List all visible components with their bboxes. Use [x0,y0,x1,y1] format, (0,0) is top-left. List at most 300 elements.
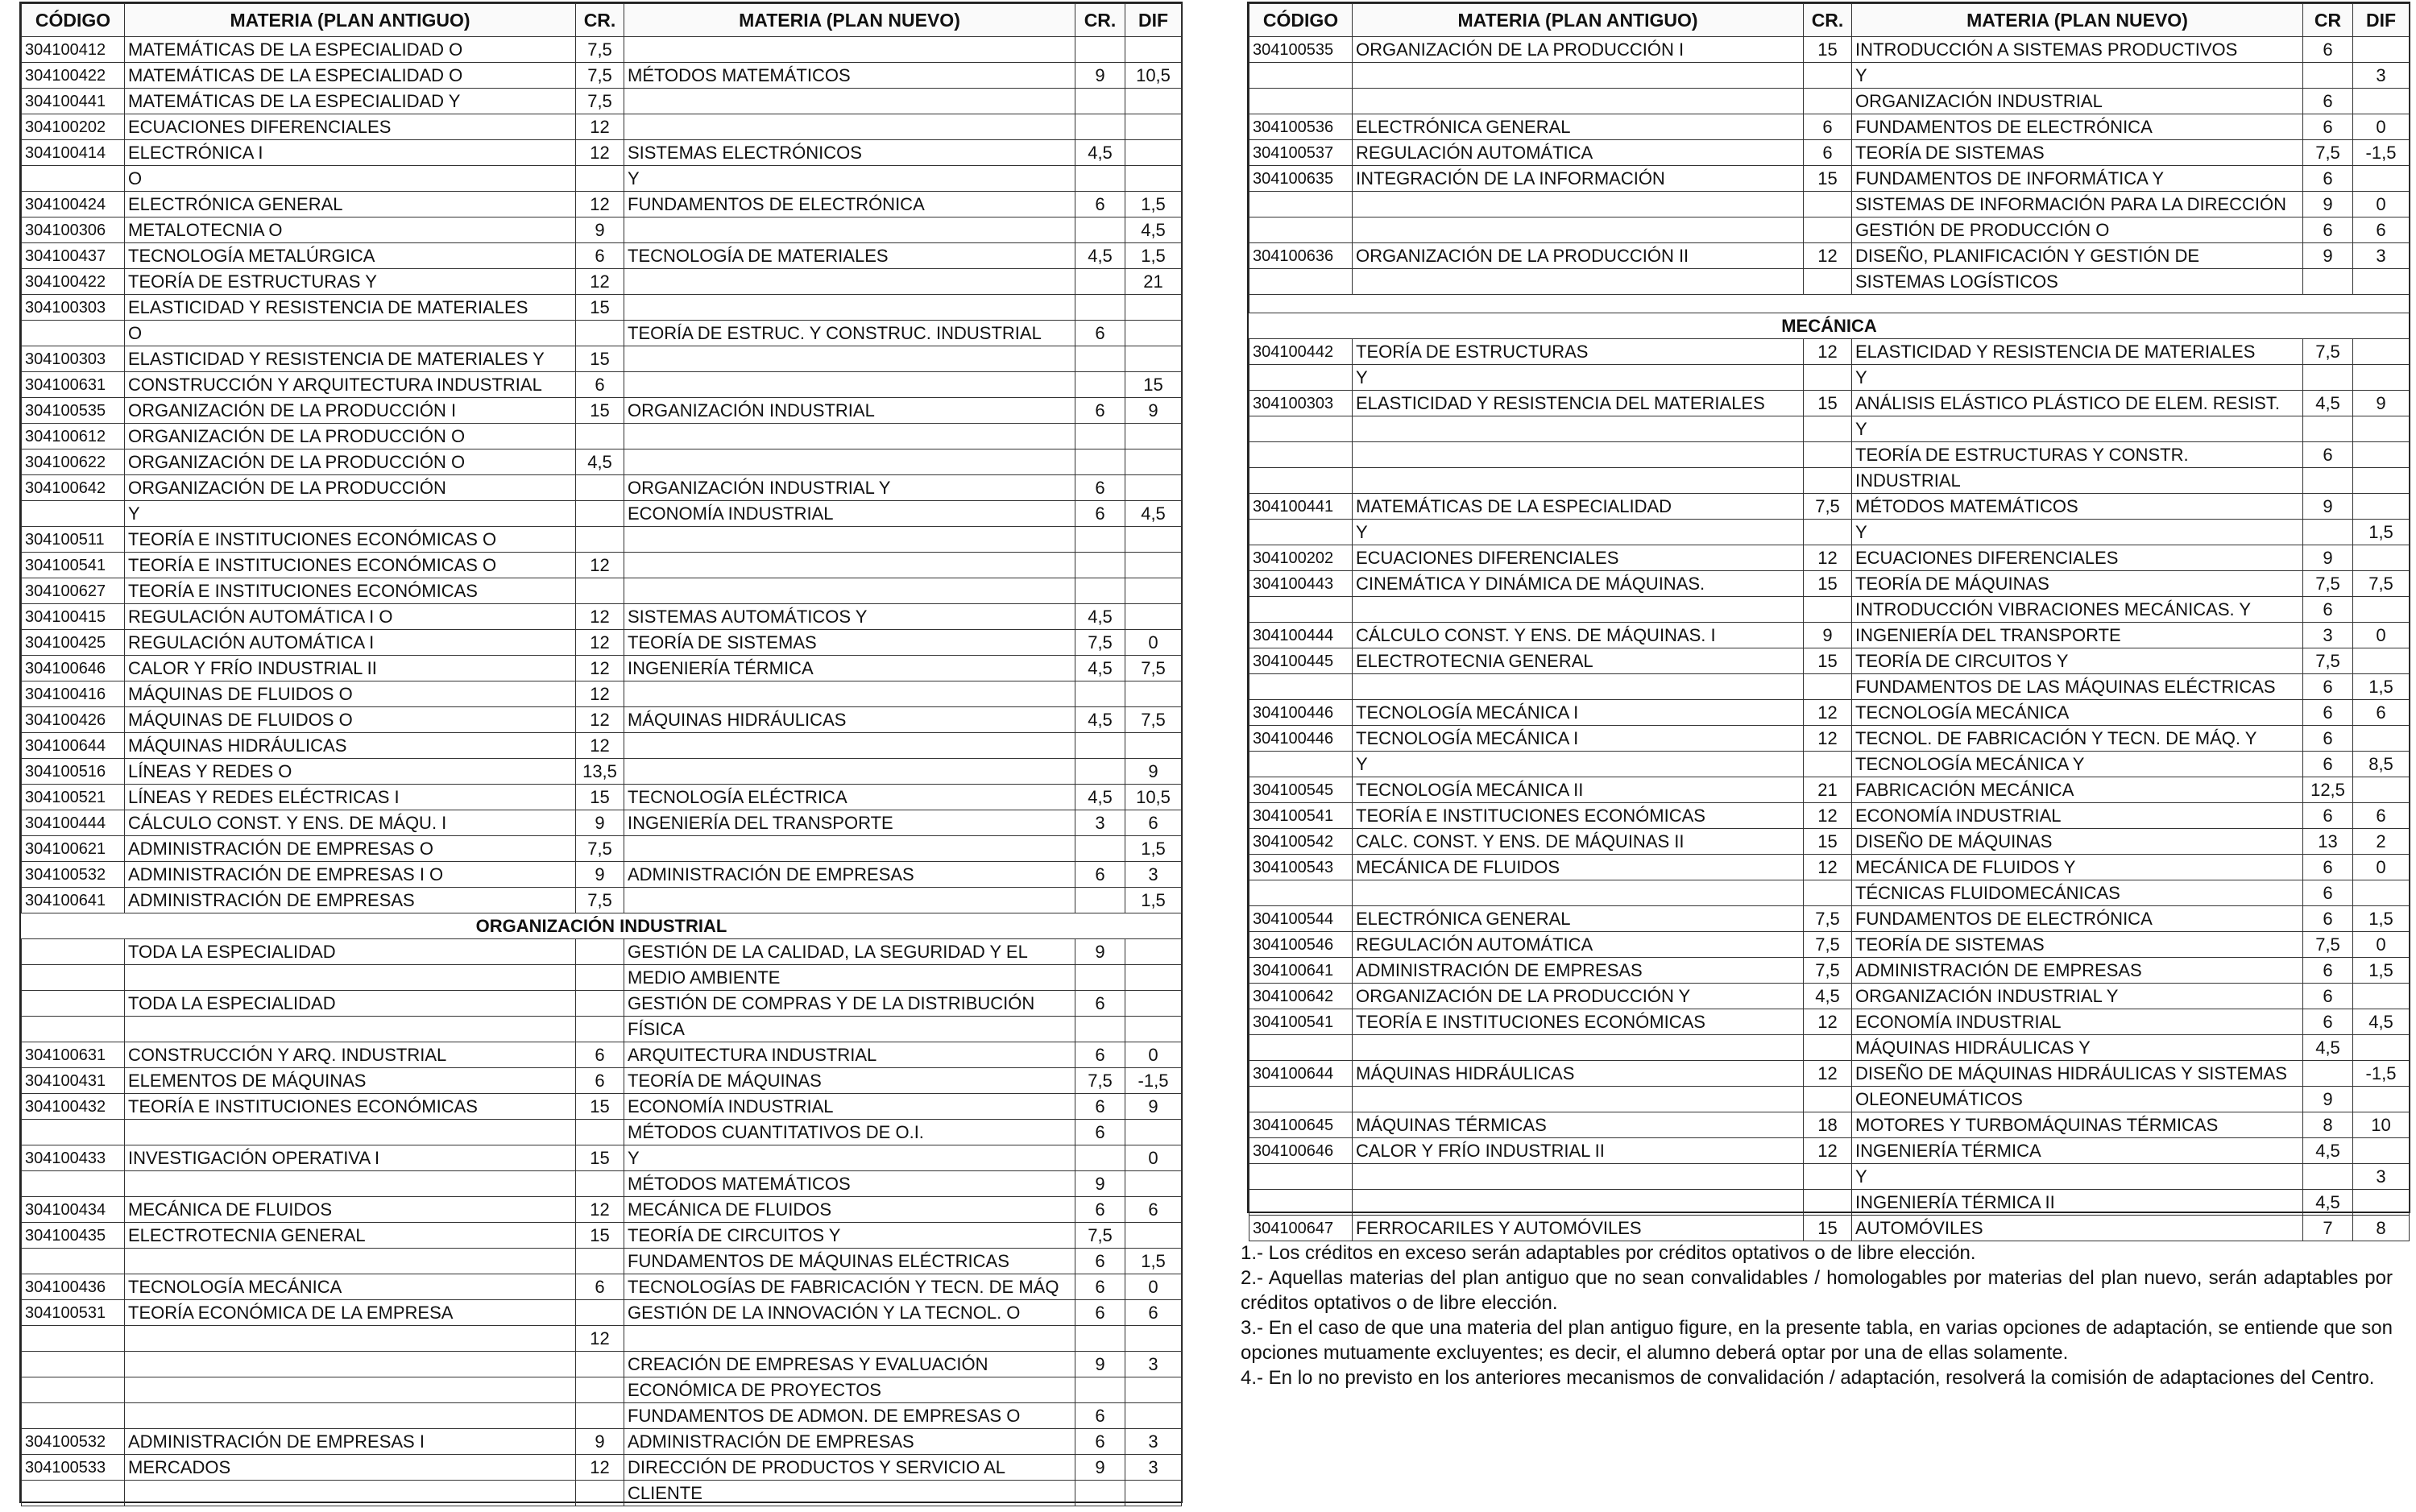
table-row [1249,984,2410,1009]
new-credits-cell [1075,836,1125,862]
new-subject-cell [624,759,1075,785]
old-credits-cell [576,527,624,553]
code-cell: 304100202 [22,114,125,140]
old-credits-cell: 15 [576,346,624,372]
difference-cell [1125,321,1182,346]
new-credits-cell [1075,888,1125,913]
code-cell: 304100422 [22,269,125,295]
difference-cell [1125,37,1182,63]
footnote-4: 4.- En lo no previsto en los anteriores mecanismos de convalidación / adaptación, resolverá la comisión de adaptaciones del Centro. [1241,1367,2375,1389]
old-credits-cell: 12 [1804,545,1852,571]
table-row [22,1481,1182,1506]
difference-cell: 6 [2353,803,2410,829]
new-credits-cell: 6 [1075,398,1125,424]
old-credits-cell: 12 [1804,726,1852,752]
new-subject-cell: FUNDAMENTOS DE ADMON. DE EMPRESAS O [624,1403,1075,1429]
table-row [22,321,1182,346]
old-credits-cell: 12 [576,656,624,681]
difference-cell [2353,1035,2410,1061]
old-subject-cell: MÁQUINAS DE FLUIDOS O [125,707,576,733]
old-subject-cell [125,1249,576,1274]
table-row [1249,494,2410,520]
left-table-body [22,37,1182,1506]
code-cell [22,1403,125,1429]
new-credits-cell [2303,365,2353,391]
table-row [1249,1061,2410,1087]
header-old-credits: CR. [576,4,624,37]
old-credits-cell: 15 [1804,37,1852,63]
table-row [22,785,1182,810]
old-subject-cell: MECÁNICA DE FLUIDOS [1353,855,1804,880]
old-credits-cell [576,424,624,449]
code-cell: 304100645 [1249,1112,1353,1138]
code-cell: 304100412 [22,37,125,63]
table-row [1249,829,2410,855]
old-subject-cell: MATEMÁTICAS DE LA ESPECIALIDAD [1353,494,1804,520]
difference-cell [1125,965,1182,991]
new-subject-cell: AUTOMÓVILES [1852,1216,2303,1241]
old-subject-cell: TEORÍA DE ESTRUCTURAS Y [125,269,576,295]
new-credits-cell [1075,269,1125,295]
new-subject-cell [624,114,1075,140]
old-subject-cell: TECNOLOGÍA MECÁNICA I [1353,726,1804,752]
new-subject-cell: TECNOLOGÍA MECÁNICA Y [1852,752,2303,777]
new-subject-cell: ADMINISTRACIÓN DE EMPRESAS [624,1429,1075,1455]
difference-cell: 0 [1125,630,1182,656]
table-row [1249,906,2410,932]
new-credits-cell [1075,681,1125,707]
difference-cell [1125,1017,1182,1042]
new-subject-cell: FUNDAMENTOS DE MÁQUINAS ELÉCTRICAS [624,1249,1075,1274]
difference-cell: 1,5 [2353,958,2410,984]
new-subject-cell: INGENIERÍA TÉRMICA [624,656,1075,681]
old-subject-cell: ADMINISTRACIÓN DE EMPRESAS [125,888,576,913]
new-subject-cell: Y [1852,365,2303,391]
code-cell: 304100621 [22,836,125,862]
spacer-row [1249,295,2410,313]
header-code: CÓDIGO [1249,4,1353,37]
table-row [22,501,1182,527]
new-subject-cell: TEORÍA DE ESTRUC. Y CONSTRUC. INDUSTRIAL [624,321,1075,346]
table-row [22,991,1182,1017]
new-subject-cell: MÉTODOS CUANTITATIVOS DE O.I. [624,1120,1075,1145]
table-row [1249,752,2410,777]
old-credits-cell [576,965,624,991]
new-credits-cell [2303,1164,2353,1190]
code-cell [1249,1190,1353,1216]
right-header-row [1249,4,2410,37]
old-subject-cell: ELASTICIDAD Y RESISTENCIA DE MATERIALES [125,295,576,321]
old-credits-cell [1804,1164,1852,1190]
difference-cell: 0 [2353,192,2410,217]
old-subject-cell: ELECTRÓNICA GENERAL [1353,114,1804,140]
old-credits-cell [1804,269,1852,295]
new-subject-cell: FUNDAMENTOS DE ELECTRÓNICA [624,192,1075,217]
old-subject-cell: ELECTRÓNICA GENERAL [1353,906,1804,932]
new-subject-cell: CREACIÓN DE EMPRESAS Y EVALUACIÓN [624,1352,1075,1377]
new-subject-cell: MÉTODOS MATEMÁTICOS [1852,494,2303,520]
code-cell: 304100441 [1249,494,1353,520]
old-credits-cell [1804,1087,1852,1112]
new-credits-cell [2303,1061,2353,1087]
table-row [1249,468,2410,494]
old-credits-cell: 9 [576,810,624,836]
old-credits-cell: 13,5 [576,759,624,785]
old-credits-cell [1804,1035,1852,1061]
old-credits-cell: 15 [576,295,624,321]
difference-cell [2353,269,2410,295]
old-credits-cell: 15 [1804,1216,1852,1241]
old-subject-cell: O [125,166,576,192]
left-header-row [22,4,1182,37]
new-subject-cell: INGENIERÍA TÉRMICA [1852,1138,2303,1164]
code-cell: 304100541 [1249,1009,1353,1035]
new-credits-cell: 6 [1075,475,1125,501]
old-subject-cell: TEORÍA E INSTITUCIONES ECONÓMICAS [1353,1009,1804,1035]
old-credits-cell: 7,5 [576,89,624,114]
old-subject-cell [125,1120,576,1145]
right-adaptation-table [1249,3,2410,1241]
difference-cell [1125,527,1182,553]
old-subject-cell [1353,1190,1804,1216]
new-subject-cell: Y [1852,63,2303,89]
new-credits-cell [1075,1145,1125,1171]
old-credits-cell: 6 [1804,114,1852,140]
header-code: CÓDIGO [22,4,125,37]
difference-cell [1125,140,1182,166]
code-cell: 304100434 [22,1197,125,1223]
header-old-credits: CR. [1804,4,1852,37]
new-subject-cell: ANÁLISIS ELÁSTICO PLÁSTICO DE ELEM. RESIST. [1852,391,2303,416]
code-cell [22,321,125,346]
new-subject-cell [624,89,1075,114]
new-credits-cell: 6 [1075,991,1125,1017]
new-credits-cell: 4,5 [2303,1035,2353,1061]
new-credits-cell: 6 [1075,1094,1125,1120]
table-row [22,759,1182,785]
table-row [22,810,1182,836]
old-subject-cell: CÁLCULO CONST. Y ENS. DE MÁQUINAS. I [1353,623,1804,648]
table-row [22,1455,1182,1481]
code-cell: 304100306 [22,217,125,243]
new-credits-cell: 7,5 [2303,339,2353,365]
code-cell [1249,1035,1353,1061]
difference-cell [1125,475,1182,501]
old-credits-cell: 15 [1804,648,1852,674]
difference-cell [1125,1326,1182,1352]
old-credits-cell: 6 [576,1042,624,1068]
old-subject-cell [1353,468,1804,494]
table-row [1249,1216,2410,1241]
old-credits-cell: 12 [576,630,624,656]
difference-cell: 1,5 [2353,520,2410,545]
new-credits-cell: 6 [2303,597,2353,623]
old-subject-cell [125,1377,576,1403]
difference-cell [2353,89,2410,114]
table-row [22,449,1182,475]
new-subject-cell: ADMINISTRACIÓN DE EMPRESAS [624,862,1075,888]
new-subject-cell: ORGANIZACIÓN INDUSTRIAL [1852,89,2303,114]
code-cell [1249,89,1353,114]
difference-cell: 6 [1125,1197,1182,1223]
table-row [1249,89,2410,114]
difference-cell: 3 [1125,1429,1182,1455]
old-credits-cell: 12 [576,140,624,166]
table-row [1249,1035,2410,1061]
old-credits-cell [576,991,624,1017]
table-row [1249,63,2410,89]
new-subject-cell: SISTEMAS AUTOMÁTICOS Y [624,604,1075,630]
old-subject-cell: Y [1353,365,1804,391]
old-subject-cell: METALOTECNIA O [125,217,576,243]
old-credits-cell: 12 [576,1197,624,1223]
table-row [22,578,1182,604]
code-cell: 304100532 [22,1429,125,1455]
old-credits-cell: 7,5 [1804,494,1852,520]
new-credits-cell: 13 [2303,829,2353,855]
table-row [1249,192,2410,217]
footnote-2: 2.- Aquellas materias del plan antiguo que no sean convalidables / homologables por materias del plan nuevo, serán adaptables por créditos optativos o de libre elección. [1241,1267,2393,1314]
difference-cell: 8,5 [2353,752,2410,777]
old-subject-cell: MÁQUINAS TÉRMICAS [1353,1112,1804,1138]
code-cell: 304100641 [22,888,125,913]
difference-cell: 9 [2353,391,2410,416]
old-subject-cell: ORGANIZACIÓN DE LA PRODUCCIÓN I [125,398,576,424]
new-subject-cell: FUNDAMENTOS DE INFORMÁTICA Y [1852,166,2303,192]
old-credits-cell: 6 [576,1274,624,1300]
code-cell: 304100535 [1249,37,1353,63]
new-subject-cell: TEORÍA DE SISTEMAS [1852,140,2303,166]
old-credits-cell: 9 [1804,623,1852,648]
new-subject-cell [624,449,1075,475]
difference-cell [1125,578,1182,604]
difference-cell [1125,295,1182,321]
new-subject-cell: TEORÍA DE CIRCUITOS Y [1852,648,2303,674]
new-subject-cell: INGENIERÍA DEL TRANSPORTE [1852,623,2303,648]
new-credits-cell: 4,5 [2303,391,2353,416]
old-credits-cell: 12 [1804,700,1852,726]
old-subject-cell [1353,1164,1804,1190]
code-cell: 304100445 [1249,648,1353,674]
new-subject-cell: DISEÑO DE MÁQUINAS [1852,829,2303,855]
code-cell: 304100442 [1249,339,1353,365]
new-subject-cell: ECONOMÍA INDUSTRIAL [1852,1009,2303,1035]
new-subject-cell: MÁQUINAS HIDRÁULICAS [624,707,1075,733]
difference-cell: 3 [2353,63,2410,89]
old-subject-cell: TODA LA ESPECIALIDAD [125,939,576,965]
old-subject-cell: TEORÍA ECONÓMICA DE LA EMPRESA [125,1300,576,1326]
old-credits-cell [576,1352,624,1377]
new-credits-cell: 6 [2303,880,2353,906]
table-row [22,1068,1182,1094]
new-credits-cell: 9 [1075,1171,1125,1197]
old-credits-cell [1804,365,1852,391]
old-subject-cell [1353,442,1804,468]
new-credits-cell: 9 [2303,243,2353,269]
old-credits-cell: 6 [576,372,624,398]
table-row [1249,140,2410,166]
table-row [22,1352,1182,1377]
new-subject-cell [624,681,1075,707]
new-credits-cell [1075,965,1125,991]
old-credits-cell: 15 [576,1223,624,1249]
difference-cell: 6 [1125,810,1182,836]
new-credits-cell [1075,1017,1125,1042]
old-credits-cell: 18 [1804,1112,1852,1138]
table-row [22,1171,1182,1197]
new-credits-cell [1075,372,1125,398]
new-subject-cell [624,217,1075,243]
new-credits-cell: 9 [1075,1455,1125,1481]
header-difference: DIF [2353,4,2410,37]
code-cell [1249,674,1353,700]
right-adaptation-table-box [1247,2,2410,1238]
table-row [22,372,1182,398]
difference-cell: 3 [1125,1352,1182,1377]
new-credits-cell [1075,114,1125,140]
code-cell: 304100431 [22,1068,125,1094]
table-row [1249,339,2410,365]
difference-cell: 1,5 [1125,1249,1182,1274]
table-row [1249,623,2410,648]
table-row [22,140,1182,166]
difference-cell: 0 [2353,932,2410,958]
old-credits-cell: 12 [576,733,624,759]
new-subject-cell: MÁQUINAS HIDRÁULICAS Y [1852,1035,2303,1061]
table-row [22,553,1182,578]
code-cell: 304100424 [22,192,125,217]
new-subject-cell: FÍSICA [624,1017,1075,1042]
code-cell: 304100541 [22,553,125,578]
new-subject-cell [624,578,1075,604]
code-cell: 304100535 [22,398,125,424]
old-credits-cell: 12 [1804,339,1852,365]
table-row [22,346,1182,372]
new-credits-cell: 4,5 [1075,243,1125,269]
old-credits-cell [1804,192,1852,217]
new-credits-cell: 6 [1075,1403,1125,1429]
old-credits-cell: 15 [1804,166,1852,192]
code-cell: 304100631 [22,1042,125,1068]
new-subject-cell: MÉTODOS MATEMÁTICOS [624,1171,1075,1197]
table-row [22,89,1182,114]
new-subject-cell [624,1326,1075,1352]
old-subject-cell [1353,1035,1804,1061]
old-credits-cell [576,501,624,527]
table-row [1249,243,2410,269]
new-subject-cell [624,346,1075,372]
table-row [22,63,1182,89]
code-cell: 304100433 [22,1145,125,1171]
code-cell [22,1120,125,1145]
old-subject-cell [125,1403,576,1429]
code-cell [22,1377,125,1403]
code-cell: 304100511 [22,527,125,553]
new-credits-cell: 6 [1075,862,1125,888]
old-subject-cell [1353,217,1804,243]
old-subject-cell: TEORÍA E INSTITUCIONES ECONÓMICAS [125,578,576,604]
code-cell [22,501,125,527]
new-credits-cell: 9 [1075,1352,1125,1377]
difference-cell [2353,1087,2410,1112]
code-cell [1249,217,1353,243]
new-credits-cell [1075,346,1125,372]
new-subject-cell: INTRODUCCIÓN A SISTEMAS PRODUCTIVOS [1852,37,2303,63]
old-credits-cell: 12 [576,1326,624,1352]
new-credits-cell: 6 [2303,855,2353,880]
new-subject-cell: TECNOL. DE FABRICACIÓN Y TECN. DE MÁQ. Y [1852,726,2303,752]
new-credits-cell [1075,759,1125,785]
old-subject-cell [1353,880,1804,906]
new-subject-cell: ECUACIONES DIFERENCIALES [1852,545,2303,571]
old-credits-cell: 12 [1804,1138,1852,1164]
code-cell: 304100303 [22,295,125,321]
old-credits-cell: 7,5 [576,63,624,89]
section-title: MECÁNICA [1249,313,2410,339]
old-subject-cell [125,1326,576,1352]
old-subject-cell [1353,192,1804,217]
table-row [22,733,1182,759]
new-credits-cell: 9 [1075,63,1125,89]
difference-cell [1125,681,1182,707]
old-credits-cell [1804,1190,1852,1216]
old-subject-cell [1353,89,1804,114]
new-credits-cell: 9 [1075,939,1125,965]
difference-cell [1125,553,1182,578]
table-row [22,166,1182,192]
old-subject-cell: ORGANIZACIÓN DE LA PRODUCCIÓN O [125,424,576,449]
old-subject-cell: O [125,321,576,346]
section-title: ORGANIZACIÓN INDUSTRIAL [22,913,1182,939]
code-cell: 304100444 [22,810,125,836]
old-subject-cell: REGULACIÓN AUTOMÁTICA I O [125,604,576,630]
code-cell: 304100521 [22,785,125,810]
old-subject-cell: TECNOLOGÍA MECÁNICA II [1353,777,1804,803]
table-row [22,1145,1182,1171]
code-cell: 304100426 [22,707,125,733]
difference-cell [1125,1171,1182,1197]
old-credits-cell [576,321,624,346]
old-subject-cell: TEORÍA E INSTITUCIONES ECONÓMICAS O [125,553,576,578]
code-cell: 304100627 [22,578,125,604]
table-row [22,707,1182,733]
old-credits-cell: 7,5 [576,836,624,862]
code-cell [1249,597,1353,623]
difference-cell: 9 [1125,398,1182,424]
old-credits-cell: 6 [1804,140,1852,166]
old-credits-cell: 12 [576,1455,624,1481]
old-credits-cell [1804,416,1852,442]
old-credits-cell: 15 [576,785,624,810]
old-subject-cell: ORGANIZACIÓN DE LA PRODUCCIÓN II [1353,243,1804,269]
table-row [22,862,1182,888]
old-credits-cell: 12 [576,114,624,140]
code-cell [22,1171,125,1197]
new-subject-cell [624,372,1075,398]
old-credits-cell: 12 [1804,1009,1852,1035]
new-credits-cell [2303,468,2353,494]
code-cell: 304100631 [22,372,125,398]
code-cell [1249,192,1353,217]
new-subject-cell: SISTEMAS LOGÍSTICOS [1852,269,2303,295]
old-credits-cell [576,939,624,965]
new-subject-cell: INDUSTRIAL [1852,468,2303,494]
old-credits-cell: 15 [576,1094,624,1120]
new-credits-cell: 6 [2303,906,2353,932]
new-subject-cell: ECONOMÍA INDUSTRIAL [624,1094,1075,1120]
old-subject-cell [1353,269,1804,295]
new-subject-cell: MECÁNICA DE FLUIDOS Y [1852,855,2303,880]
